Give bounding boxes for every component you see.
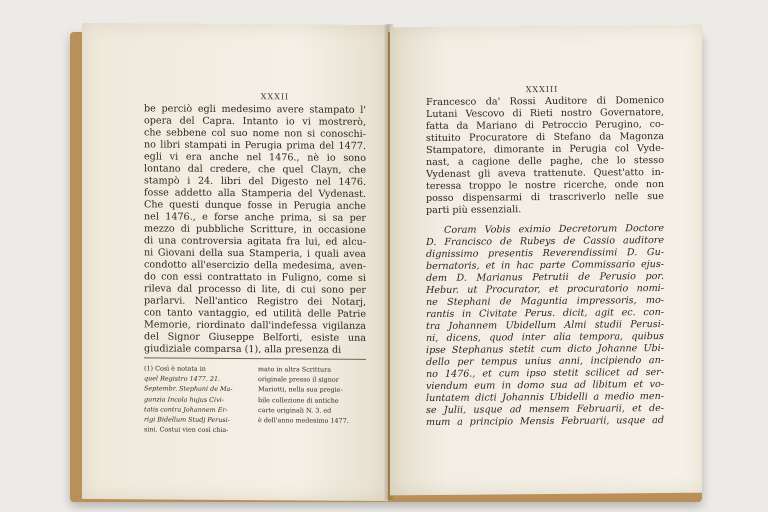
- footnote-column-1: [144, 363, 252, 435]
- footnote-line: rigi Bidellum Studj Perusi-: [144, 415, 230, 424]
- left-page: [82, 23, 388, 501]
- footnote-line: (1) Così è notata in: [144, 364, 206, 373]
- latin-line: dem D. Marianus Petrutii de Perusio por.: [426, 270, 664, 285]
- text-line: Vydenast gli aveva trattenute. Quest'atto in-: [426, 166, 664, 181]
- latin-line: se Julii, usque ad mensem Februarii, et de-: [426, 402, 664, 417]
- latin-line: ne Stephani de Maguntia impressoris, mo-: [426, 294, 664, 309]
- text-line: stituito Procuratore di Stefano da Magonza: [426, 130, 664, 145]
- latin-line: mum a principio Mensis Februarii, usque ad: [426, 414, 664, 429]
- text-line: parti più essenziali.: [426, 204, 522, 217]
- text-line: lontano dal credere, che quel Clayn, che: [144, 163, 366, 176]
- footnote-line: gunzia Incola hujus Civi-: [144, 394, 224, 404]
- footnote-line: carte originali N. 3. ed: [258, 405, 332, 415]
- latin-line: dello per tempus unius anni, incipiendo an-: [426, 354, 664, 369]
- text-line: fatta da Mariano di Petroccio Perugino, co-: [426, 118, 664, 133]
- latin-line: rantis in Civitate Perus. dicit, agit ec. con-: [426, 306, 664, 321]
- page-number-right: XXXIII: [525, 84, 559, 95]
- latin-line: D. Francisco de Rubeys de Cassio auditore: [426, 234, 664, 249]
- text-line: teressa troppo le nostre ricerche, onde non: [426, 178, 664, 193]
- latin-line: no 1476., et cum ipso stetit scilicet ad ser-: [426, 366, 664, 381]
- text-line: del Signor Giuseppe Belforti, esiste una: [144, 331, 366, 344]
- text-line: Lutani Vescovo di Rieti nostro Governatore,: [426, 106, 664, 121]
- footnote-line: quel Registro 1477. 21.: [144, 374, 221, 384]
- text-line: parlarvi. Nell'antico Registro dei Notarj,: [144, 295, 366, 308]
- text-line: Francesco da' Rossi Auditore di Domenico: [426, 94, 664, 109]
- text-line: condotto all'esercizio della medesima, aven-: [144, 259, 366, 272]
- latin-line: Hebur. ut Procurator, et procuratorio nomi-: [426, 282, 664, 297]
- text-line: ni Giovani della sua Stamperia, i quali avea: [144, 247, 366, 260]
- open-book: [62, 18, 708, 504]
- footnote-column-2: [258, 364, 366, 426]
- left-page-body: [144, 103, 366, 357]
- latin-line: tra Johannem Ubidellum Almi studii Perusi-: [426, 318, 664, 333]
- footnote-line: tatis contra Johannem Er-: [144, 405, 228, 414]
- text-line: egli vi era anche nel 1476., nè io sono: [144, 151, 366, 164]
- footnote-rule: [144, 357, 366, 360]
- latin-line: ipse Stephanus stetit cum dicto Johanne Ubi-: [426, 342, 664, 357]
- footnote-line: è dell'anno medesimo 1477.: [258, 416, 349, 425]
- footnote-line: Mariotti, nella sua pregie-: [258, 385, 343, 395]
- text-line: nel 1476., e forse anche prima, si sa per: [144, 211, 366, 224]
- footnotes: [144, 363, 366, 435]
- latin-line: ni, dicens, quod inter alia tempora, quibus: [426, 330, 664, 345]
- latin-line: dignissimo presentis Reverendissimi D. Gu-: [426, 246, 664, 261]
- latin-line: viendum eum in domo sua ad libitum et vo-: [426, 378, 664, 393]
- text-line: be perciò egli medesimo avere stampato l': [144, 103, 366, 116]
- text-line: fosse addetto alla Stamperia del Vydenast.: [144, 187, 366, 200]
- right-page-body: [426, 95, 664, 429]
- footnote-line: Septembr. Stephani de Ma-: [144, 384, 233, 394]
- latin-quotation: [426, 223, 664, 429]
- latin-line: bernatoris, et in hac parte Commissario ejus-: [426, 258, 664, 273]
- text-line: rileva dal processo di lite, di cui sono per: [144, 283, 366, 296]
- text-line: che sebbene col suo nome non si conoschi-: [144, 127, 366, 140]
- text-line: nast, a cagione delle paghe, che lo stesso: [426, 154, 664, 169]
- text-line: stampò i 24. libri del Digesto nel 1476.: [144, 175, 366, 188]
- footnote-line: originale presso il signor: [258, 375, 339, 384]
- text-line: Stampatore, dimorante in Perugia col Vyde-: [426, 142, 664, 157]
- latin-line: Coram Vobis eximio Decretorum Doctore: [444, 222, 664, 236]
- right-page: [390, 25, 702, 496]
- footnote-line: sini. Costui vien così chia-: [144, 425, 229, 435]
- footnote-line: bile collezione di antiche: [258, 395, 339, 405]
- latin-line: luntatem dicti Johannis Ubidelli a medio men-: [426, 390, 664, 405]
- text-line: Che questi dunque fosse in Perugia anche: [144, 199, 366, 212]
- text-line: do con essi contrattato in Fuligno, come si: [144, 271, 366, 284]
- text-line: con tanto vantaggio, ed utilità delle Patrie: [144, 307, 366, 320]
- footnote-line: mato in altra Scrittura: [258, 365, 331, 374]
- text-line: mezzo di pubbliche Scritture, in occasione: [144, 223, 366, 236]
- text-line: opera del Capra. Intanto io vi mostrerò,: [144, 115, 366, 128]
- text-line: no libri stampati in Perugia prima del 1477.: [144, 139, 366, 152]
- text-line: giudiziale comparsa (1), alla presenza di: [144, 343, 342, 356]
- text-line: posso dispensarmi di trascriverlo nelle sue: [426, 190, 664, 205]
- page-number-left: XXXII: [260, 92, 290, 102]
- text-line: Memorie, riordinato dall'indefessa vigilanza: [144, 319, 366, 332]
- text-line: di una controversia agitata fra lui, ed alcu-: [144, 235, 366, 248]
